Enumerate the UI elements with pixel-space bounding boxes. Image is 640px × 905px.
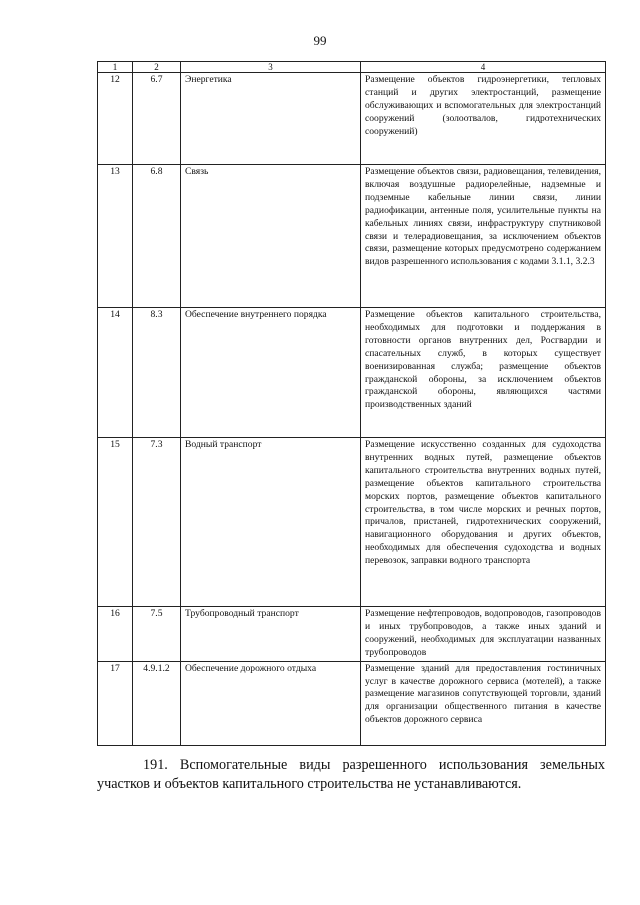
use-code: 7.5 — [133, 607, 181, 662]
table-row — [98, 165, 606, 308]
row-number: 12 — [98, 73, 133, 165]
use-code: 8.3 — [133, 308, 181, 438]
use-code: 4.9.1.2 — [133, 661, 181, 745]
table-row — [98, 308, 606, 438]
table-header-row — [98, 62, 606, 73]
table-row — [98, 661, 606, 745]
use-description: Размещение нефтепроводов, водопроводов, газопроводов и иных трубопроводов, а также иных зданий и сооружений, необходимых для эксплуатации названных трубопроводов — [361, 607, 606, 662]
use-description: Размещение объектов связи, радиовещания, телевидения, включая воздушные радиорелейные, надземные и подземные кабельные линии связи, линии радиофикации, антенные поля, усилительные пункты на кабельных линиях связи, инфраструктуру спутниковой связи и телерадиовещания, за исключением объектов связи, размещение которых предусмотрено содержанием видов разрешенного использования с кодами 3.1.1, 3.2.3 — [361, 165, 606, 308]
use-name: Обеспечение дорожного отдыха — [181, 661, 361, 745]
use-description: Размещение объектов гидроэнергетики, тепловых станций и других электростанций, размещение обслуживающих и вспомогательных для электростанций сооружений (золоотвалов, гидротехнических сооружений) — [361, 73, 606, 165]
use-description: Размещение зданий для предоставления гостиничных услуг в качестве дорожного сервиса (мотелей), а также размещение магазинов сопутствующей торговли, зданий для организации общественного питания в качестве объектов дорожного сервиса — [361, 661, 606, 745]
use-code: 6.7 — [133, 73, 181, 165]
row-number: 13 — [98, 165, 133, 308]
page-number: 99 — [313, 33, 327, 48]
row-number: 16 — [98, 607, 133, 662]
header-cell-4: 4 — [361, 62, 606, 73]
use-description: Размещение искусственно созданных для судоходства внутренних водных путей, размещение объектов капитального строительства внутренних водных путей, размещение объектов капитального строительства морских портов, размещение объектов капитального строительства, в том числе морских и речных портов, причалов, пристаней, гидротехнических сооружений, навигационного оборудования и других объектов, необходимых для обеспечения судоходства и водных перевозок, заправки водного транспорта — [361, 438, 606, 607]
land-use-table — [97, 61, 606, 746]
header-cell-3: 3 — [181, 62, 361, 73]
use-code: 7.3 — [133, 438, 181, 607]
table-row — [98, 607, 606, 662]
row-number: 17 — [98, 661, 133, 745]
table-row — [98, 438, 606, 607]
use-code: 6.8 — [133, 165, 181, 308]
use-name: Обеспечение внутреннего порядка — [181, 308, 361, 438]
use-name: Трубопроводный транспорт — [181, 607, 361, 662]
body-paragraph: 191. Вспомогательные виды разрешенного использования земельных участков и объектов капитального строительства не устанавливаются. — [97, 757, 605, 792]
use-description: Размещение объектов капитального строительства, необходимых для подготовки и поддержания в готовности органов внутренних дел, Росгвардии и спасательных служб, в которых существует военизированная служба; размещение объектов гражданской обороны, за исключением объектов гражданской обороны, являющихся частями производственных зданий — [361, 308, 606, 438]
table-row — [98, 73, 606, 165]
header-cell-1: 1 — [98, 62, 133, 73]
use-name: Водный транспорт — [181, 438, 361, 607]
use-name: Энергетика — [181, 73, 361, 165]
header-cell-2: 2 — [133, 62, 181, 73]
use-name: Связь — [181, 165, 361, 308]
row-number: 14 — [98, 308, 133, 438]
row-number: 15 — [98, 438, 133, 607]
